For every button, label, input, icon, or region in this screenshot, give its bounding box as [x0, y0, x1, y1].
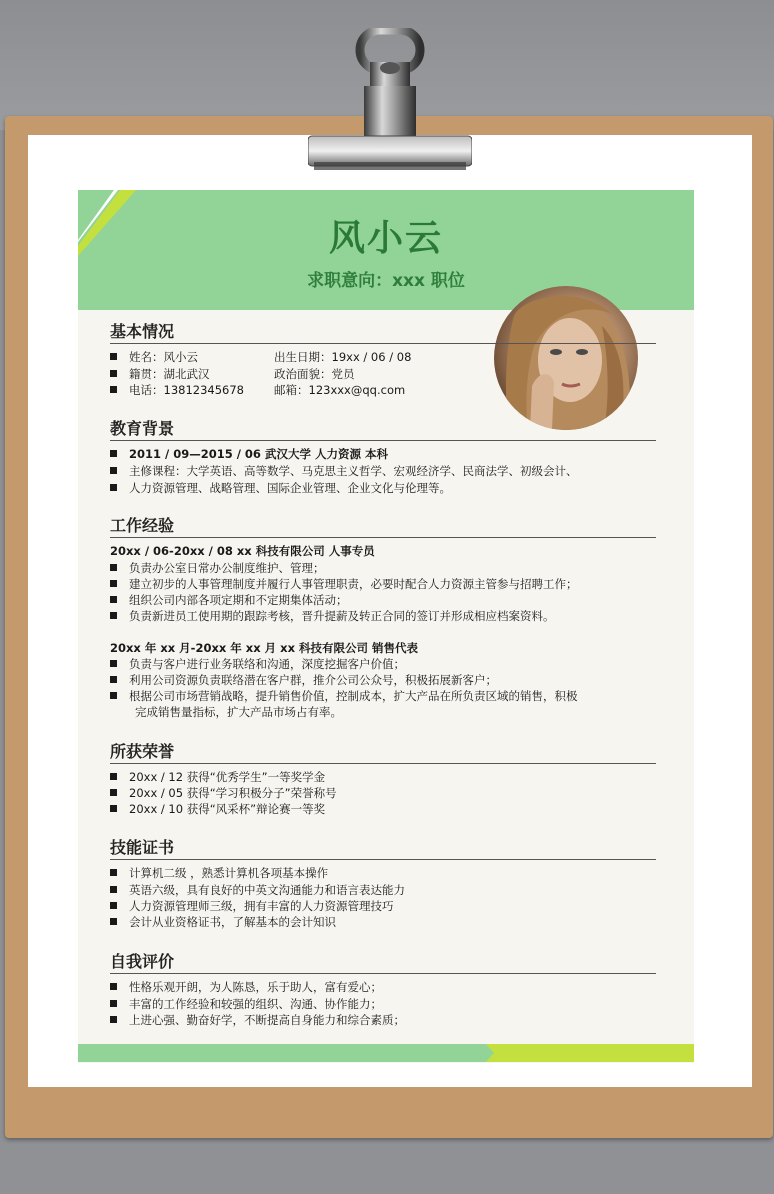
- job-item: 负责办公室日常办公制度维护、管理；: [110, 560, 325, 576]
- bullet-icon: [110, 467, 117, 474]
- bullet-icon: [110, 564, 117, 571]
- honor-item: 20xx / 05 获得“学习积极分子”荣誉称号: [110, 785, 337, 801]
- skill-item: 英语六级，具有良好的中英文沟通能力和语言表达能力: [110, 882, 405, 898]
- self-eval-item: 性格乐观开朗，为人陈恳，乐于助人，富有爱心；: [110, 979, 382, 995]
- basic-row: 籍贯：湖北武汉: [110, 366, 210, 382]
- skill-item: 会计从业资格证书，了解基本的会计知识: [110, 914, 336, 930]
- bullet-icon: [110, 983, 117, 990]
- profile-photo: [494, 286, 638, 430]
- bullet-icon: [110, 869, 117, 876]
- bullet-icon: [110, 676, 117, 683]
- job-item: 组织公司内部各项定期和不定期集体活动；: [110, 592, 348, 608]
- job-intention: 求职意向：xxx 职位: [307, 271, 465, 291]
- job-item: 负责与客户进行业务联络和沟通，深度挖掘客户价值；: [110, 656, 405, 672]
- bullet-icon: [110, 773, 117, 780]
- bullet-icon: [110, 1000, 117, 1007]
- section-title-education: 教育背景: [110, 419, 656, 441]
- candidate-name: 风小云: [328, 218, 443, 259]
- skill-item: 计算机二级 ，熟悉计算机各项基本操作: [110, 865, 328, 881]
- basic-row: 姓名：风小云: [110, 349, 198, 365]
- skill-item: 人力资源管理师三级，拥有丰富的人力资源管理技巧: [110, 898, 394, 914]
- bullet-icon: [110, 596, 117, 603]
- job-item: 负责新进员工使用期的跟踪考核，晋升提薪及转正合同的签订并形成相应档案资料。: [110, 608, 555, 624]
- self-eval-item: 上进心强、勤奋好学，不断提高自身能力和综合素质；: [110, 1012, 405, 1028]
- education-line: 2011 / 09—2015 / 06 武汉大学 人力资源 本科: [110, 446, 388, 462]
- bullet-icon: [110, 484, 117, 491]
- education-line: 人力资源管理、战略管理、国际企业管理、企业文化与伦理等。: [110, 480, 451, 496]
- bullet-icon: [110, 612, 117, 619]
- bullet-icon: [110, 886, 117, 893]
- basic-row: 电话：13812345678: [110, 382, 244, 398]
- section-title-work: 工作经验: [110, 516, 656, 538]
- job-item-continuation: 完成销售量指标，扩大产品市场占有率。: [135, 705, 342, 719]
- bullet-icon: [110, 660, 117, 667]
- honor-item: 20xx / 12 获得“优秀学生”一等奖学金: [110, 769, 325, 785]
- section-title-basic: 基本情况: [110, 322, 656, 344]
- bullet-icon: [110, 450, 117, 457]
- job-item: 根据公司市场营销战略，提升销售价值，控制成本，扩大产品在所负责区域的销售，积极: [110, 688, 578, 704]
- self-eval-item: 丰富的工作经验和较强的组织、沟通、协作能力；: [110, 996, 382, 1012]
- bullet-icon: [110, 789, 117, 796]
- job-header: 20xx / 06-20xx / 08 xx 科技有限公司 人事专员: [110, 544, 375, 558]
- binder-clip-icon: [308, 28, 472, 174]
- resume-document: [78, 190, 694, 1063]
- bullet-icon: [110, 805, 117, 812]
- section-title-self-eval: 自我评价: [110, 952, 656, 974]
- job-header: 20xx 年 xx 月-20xx 年 xx 月 xx 科技有限公司 销售代表: [110, 641, 418, 655]
- education-line: 主修课程：大学英语、高等数学、马克思主义哲学、宏观经济学、民商法学、初级会计、: [110, 463, 578, 479]
- job-item: 建立初步的人事管理制度并履行人事管理职责，必要时配合人力资源主管参与招聘工作；: [110, 576, 578, 592]
- bullet-icon: [110, 918, 117, 925]
- basic-row-right: 政治面貌：党员: [274, 367, 355, 381]
- bullet-icon: [110, 386, 117, 393]
- job-item: 利用公司资源负责联络潜在客户群，推介公司公众号，积极拓展新客户；: [110, 672, 497, 688]
- section-title-skills: 技能证书: [110, 838, 656, 860]
- basic-row-right: 出生日期：19xx / 06 / 08: [274, 350, 412, 364]
- bullet-icon: [110, 370, 117, 377]
- bullet-icon: [110, 580, 117, 587]
- section-title-honors: 所获荣誉: [110, 742, 656, 764]
- basic-row-right: 邮箱：123xxx@qq.com: [274, 383, 406, 397]
- bullet-icon: [110, 902, 117, 909]
- bullet-icon: [110, 353, 117, 360]
- footer-band: [78, 1044, 694, 1062]
- honor-item: 20xx / 10 获得“风采杯”辩论赛一等奖: [110, 801, 325, 817]
- bullet-icon: [110, 1016, 117, 1023]
- bullet-icon: [110, 692, 117, 699]
